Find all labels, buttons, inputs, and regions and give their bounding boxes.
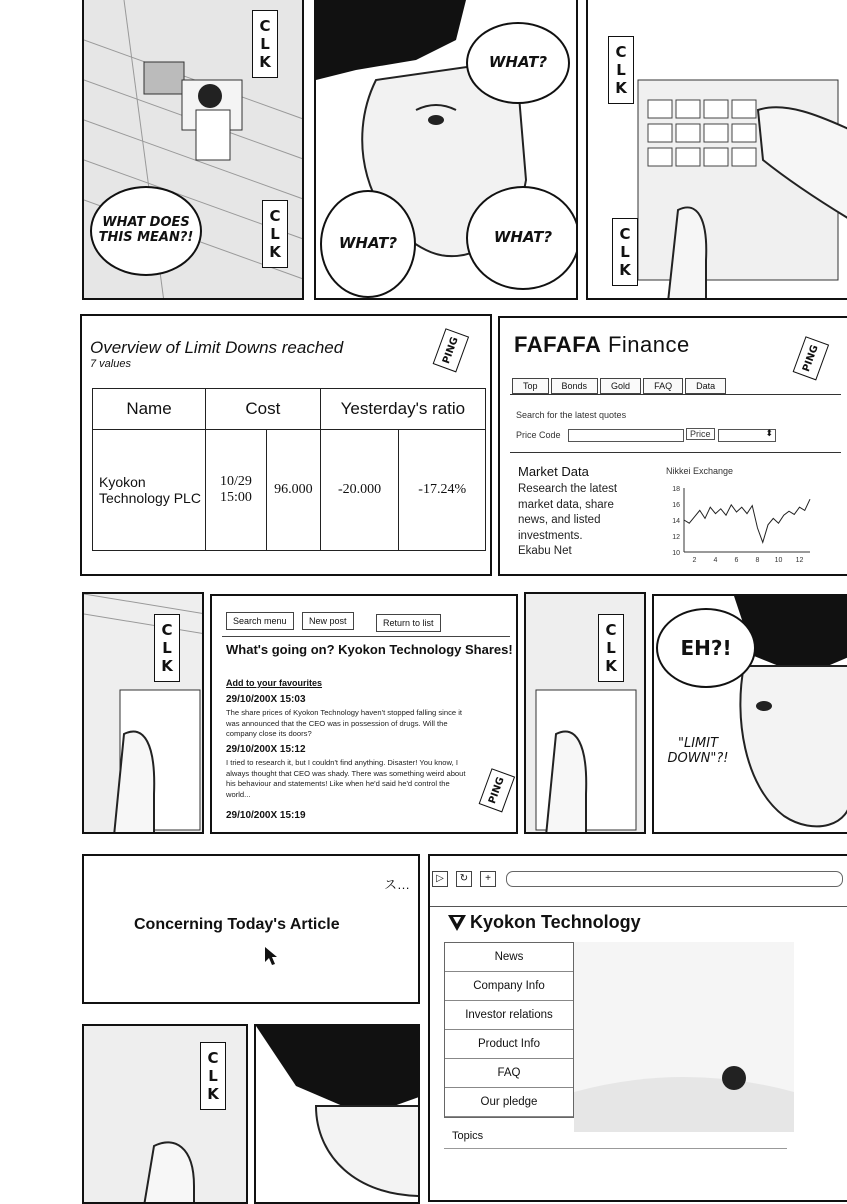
source: Ekabu Net (518, 545, 572, 558)
x-tick-label: 8 (755, 557, 760, 564)
address-bar[interactable] (506, 871, 843, 887)
col-cost: Cost (206, 389, 321, 430)
x-tick-label: 6 (734, 557, 739, 564)
sfx-clk: CLK (608, 36, 634, 104)
nikkei-chart (660, 482, 830, 572)
article-headline[interactable]: Concerning Today's Article (134, 916, 340, 933)
panel-finger-click (82, 592, 204, 834)
nav-product-info[interactable]: Product Info (445, 1030, 573, 1059)
finance-tabs (512, 378, 726, 394)
speech-bubble: WHAT DOES THIS MEAN?! (90, 186, 202, 276)
col-ratio: Yesterday's ratio (320, 389, 485, 430)
tab-data[interactable]: Data (685, 378, 726, 394)
post-date: 29/10/200X 15:03 (226, 694, 306, 705)
triangle-logo-icon (448, 915, 466, 931)
tab-gold[interactable]: Gold (600, 378, 641, 394)
x-tick-label: 12 (795, 557, 804, 564)
panel-keyboard (586, 0, 847, 300)
tab-faq[interactable]: FAQ (643, 378, 683, 394)
nav-our-pledge[interactable]: Our pledge (445, 1088, 573, 1117)
col-name: Name (93, 389, 206, 430)
market-desc-text: Research the latest market data, share news, and listed investments. (518, 483, 618, 542)
y-tick-label: 18 (672, 486, 680, 493)
new-tab-icon[interactable]: + (480, 871, 496, 887)
nav-news[interactable]: News (445, 943, 573, 972)
divider (444, 1148, 787, 1149)
y-tick-label: 14 (672, 518, 680, 525)
sfx-clk: CLK (154, 614, 180, 682)
post-date: 29/10/200X 15:12 (226, 744, 306, 755)
divider (510, 394, 841, 395)
speech-bubble: WHAT? (466, 186, 578, 290)
search-hint: Search for the latest quotes (516, 410, 627, 420)
landscape-image (574, 942, 794, 1132)
nav-company-info[interactable]: Company Info (445, 972, 573, 1001)
search-menu-button[interactable]: Search menu (226, 612, 294, 630)
sfx-text: ス… (384, 877, 411, 892)
table-subtitle: 7 values (90, 358, 131, 370)
sfx-clk: CLK (262, 200, 288, 268)
forum-panel (210, 594, 518, 834)
post-body: I tried to research it, but I couldn't find anything. Disaster! You know, I always thought that CEO was shady. There was something weird about his behaviour and statements! Like when he'd said he'd control the world... (226, 758, 466, 799)
market-desc (518, 482, 636, 560)
cell-ratio: -17.24% (399, 430, 486, 551)
panel-room-overhead (82, 0, 304, 300)
sfx-ping: PING (793, 337, 829, 381)
post-body: The share prices of Kyokon Technology haven't stopped falling since it was announced that the CEO was in possession of drugs. Will the company close its doors? (226, 708, 463, 739)
cell-name: Kyokon Technology PLC (93, 430, 206, 551)
tab-bonds[interactable]: Bonds (551, 378, 599, 394)
finance-brand (514, 332, 690, 358)
chart-label: Nikkei Exchange (666, 466, 734, 476)
browser-toolbar (430, 856, 847, 907)
nav-investor-relations[interactable]: Investor relations (445, 1001, 573, 1030)
return-to-list-button[interactable]: Return to list (376, 614, 441, 632)
brand-bold: FAFAFA (514, 332, 602, 357)
nav-faq[interactable]: FAQ (445, 1059, 573, 1088)
cell-time: 15:00 (220, 490, 252, 505)
speech-bubble: WHAT? (466, 22, 570, 104)
back-icon[interactable]: ▷ (432, 871, 448, 887)
finance-site-panel (498, 316, 847, 576)
sfx-ping: PING (433, 329, 469, 373)
cell-price: 96.000 (267, 430, 321, 551)
speech-bubble: WHAT? (320, 190, 416, 298)
x-tick-label: 2 (692, 557, 697, 564)
x-tick-label: 4 (713, 557, 718, 564)
finger-artwork (84, 594, 204, 834)
company-site-panel (428, 854, 847, 1202)
finger-artwork (526, 594, 646, 834)
tab-top[interactable]: Top (512, 378, 549, 394)
cell-date: 10/29 (220, 474, 252, 489)
reload-icon[interactable]: ↻ (456, 871, 472, 887)
table-title: Overview of Limit Downs reached (90, 338, 344, 357)
new-post-button[interactable]: New post (302, 612, 354, 630)
article-panel (82, 854, 420, 1004)
sfx-clk: CLK (200, 1042, 226, 1110)
panel-bottom-finger (82, 1024, 248, 1204)
panel-shock-face (652, 594, 847, 834)
topics-label: Topics (452, 1130, 484, 1142)
divider (222, 636, 510, 637)
sfx-clk: CLK (252, 10, 278, 78)
company-nav (444, 942, 574, 1118)
series-line (684, 499, 810, 542)
panel-bottom-face (254, 1024, 420, 1204)
price-button[interactable]: Price (686, 428, 715, 440)
caption: "LIMIT DOWN"?! (667, 736, 729, 766)
y-tick-label: 12 (672, 534, 680, 541)
x-tick-label: 10 (774, 557, 783, 564)
table-row[interactable] (93, 430, 486, 551)
sfx-ping: PING (479, 769, 515, 813)
y-tick-label: 16 (672, 502, 680, 509)
brand-rest: Finance (601, 332, 690, 357)
post-date: 29/10/200X 15:19 (226, 810, 306, 821)
price-code-input[interactable] (568, 429, 684, 442)
limit-down-table (92, 388, 486, 551)
panel-face-closeup (314, 0, 578, 300)
divider (510, 452, 841, 453)
price-code-label: Price Code (516, 430, 561, 440)
company-logo (448, 912, 641, 933)
speech-bubble: EH?! (656, 608, 756, 688)
cell-change: -20.000 (320, 430, 399, 551)
limit-down-table-panel (80, 314, 492, 576)
mouse-cursor-icon (264, 946, 278, 966)
cell-datetime (206, 430, 267, 551)
sfx-clk: CLK (612, 218, 638, 286)
panel-finger-click-2 (524, 592, 646, 834)
market-title: Market Data (518, 464, 589, 479)
add-favourites-link[interactable]: Add to your favourites (226, 678, 323, 688)
price-select[interactable] (718, 429, 776, 442)
sfx-clk: CLK (598, 614, 624, 682)
bottom-face-artwork (256, 1026, 420, 1204)
thread-title: What's going on? Kyokon Technology Shares! (226, 642, 513, 657)
company-name: Kyokon Technology (470, 912, 641, 932)
chevron-down-icon: ⬍ (765, 428, 773, 438)
y-tick-label: 10 (672, 550, 680, 557)
